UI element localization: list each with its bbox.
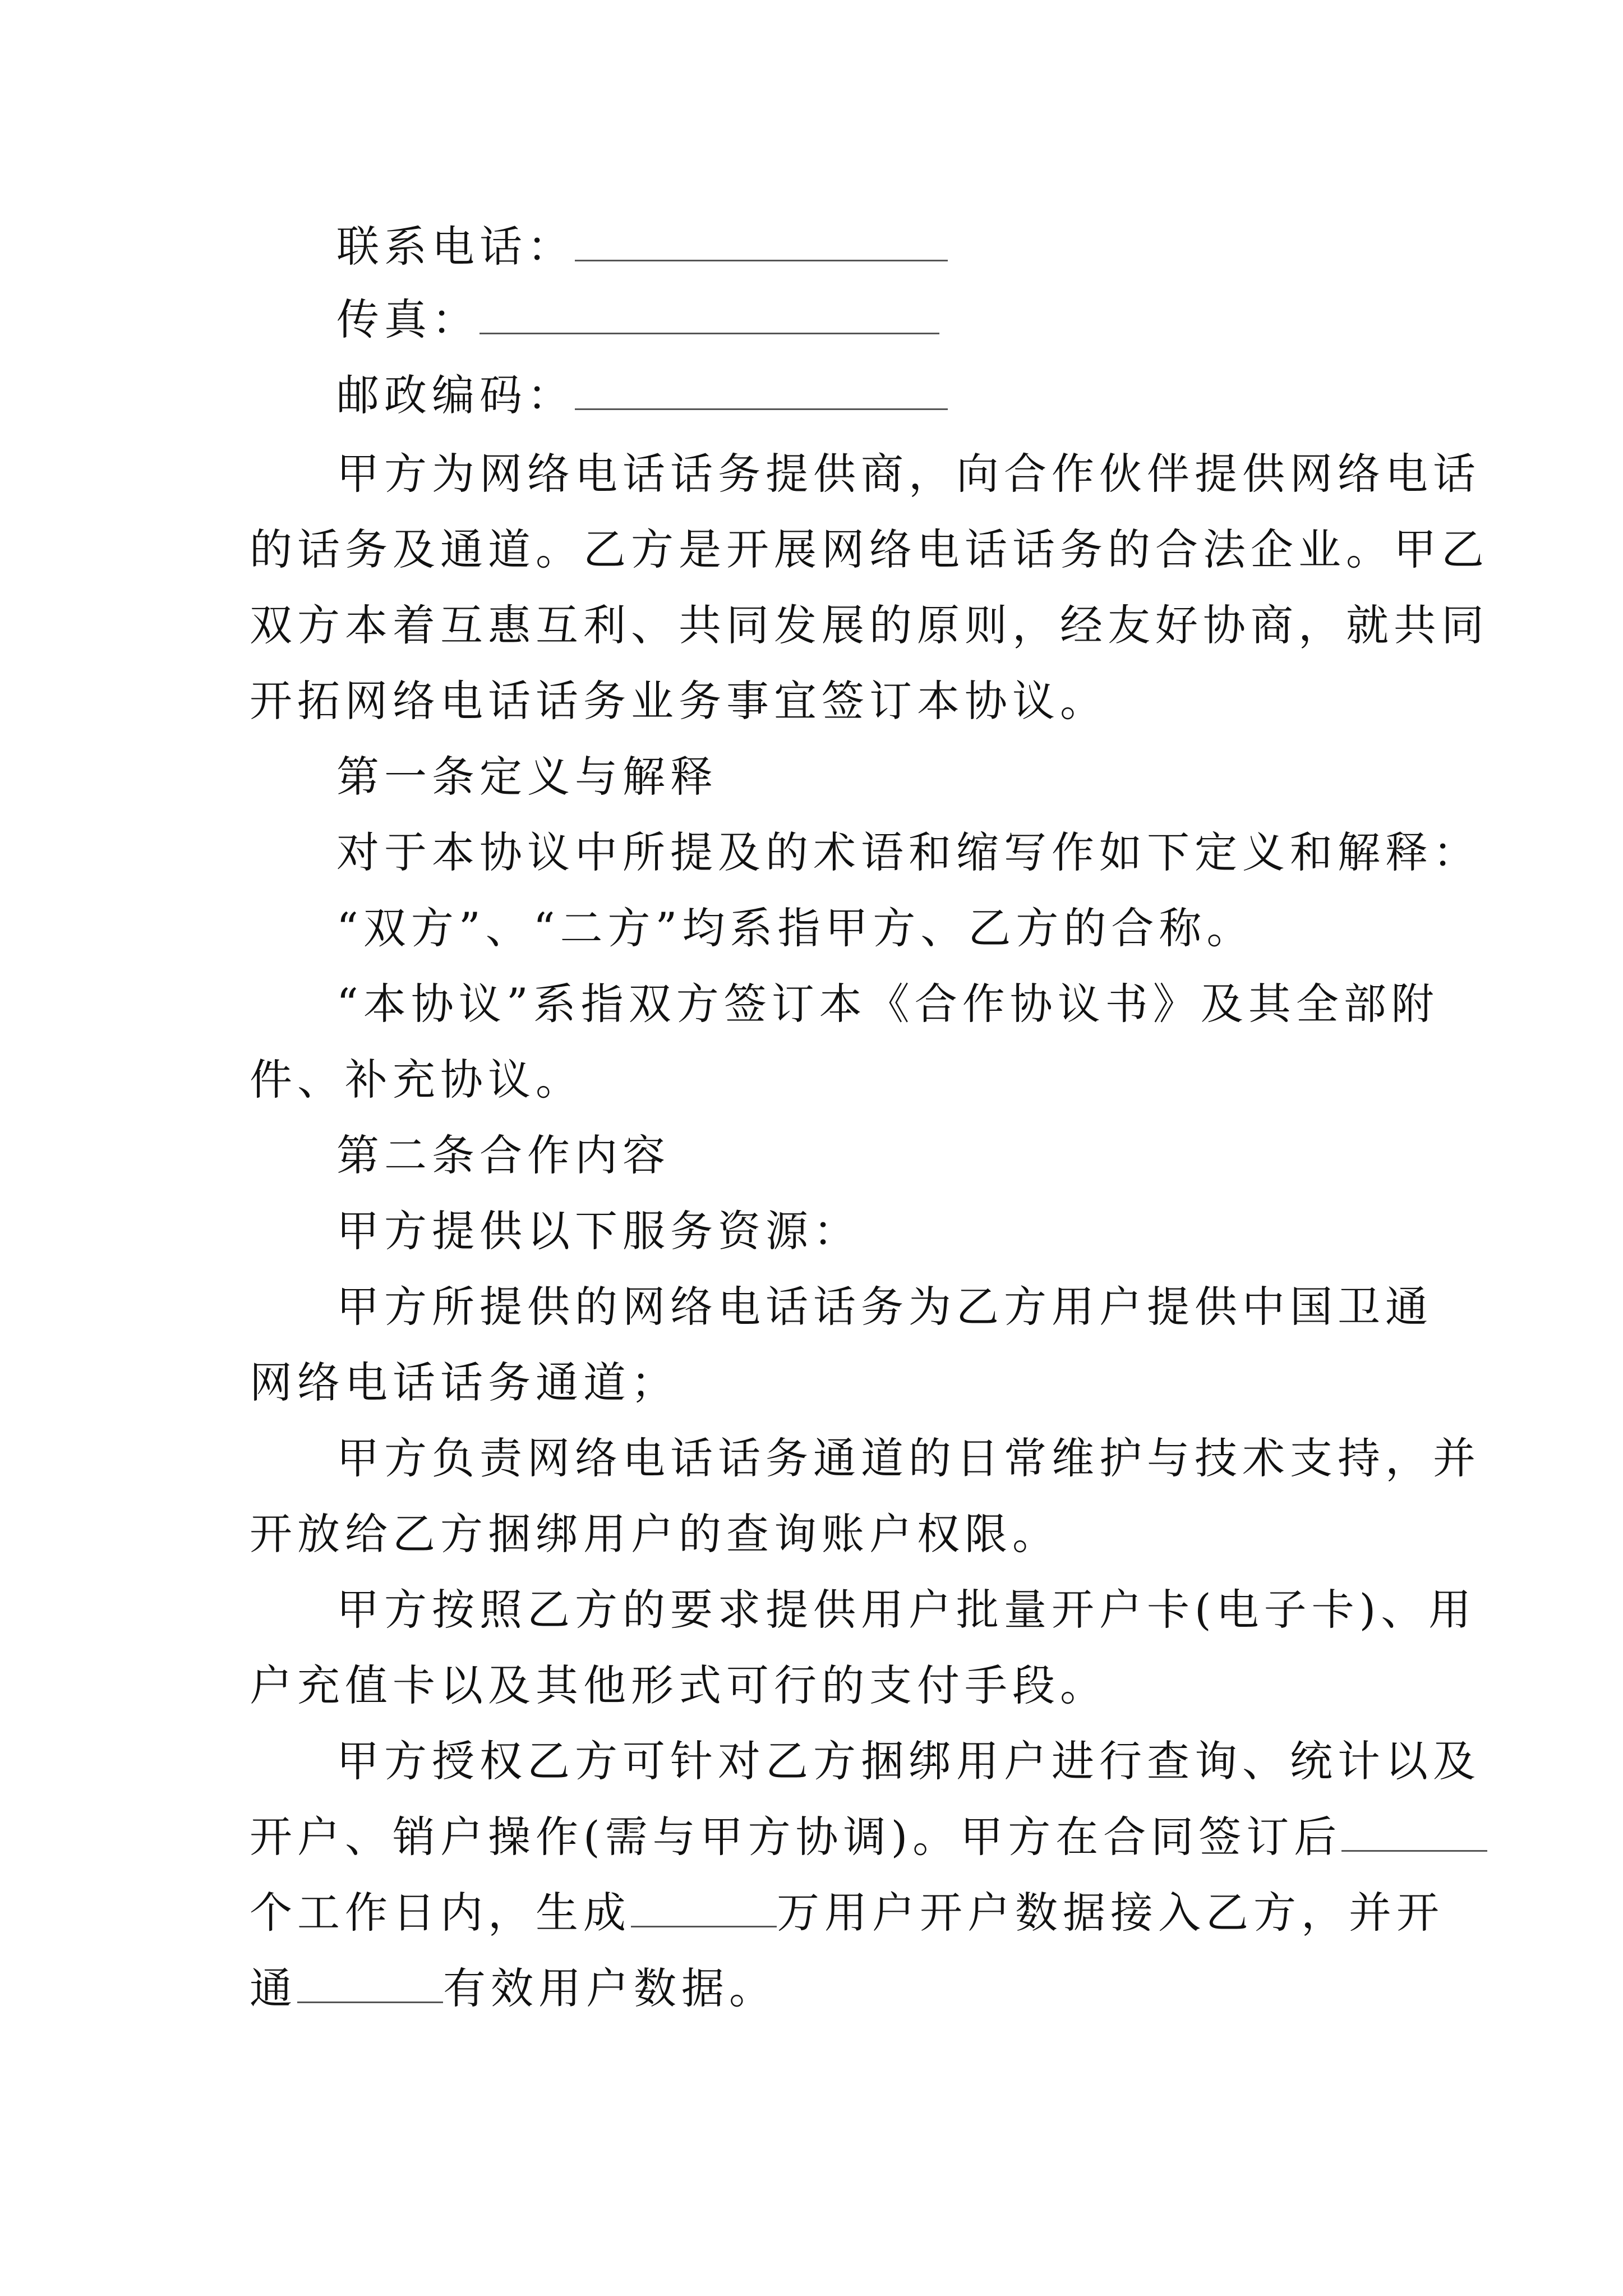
postcode-field-line <box>336 365 1469 426</box>
article1-paragraph-1: 对于本协议中所提及的术语和缩写作如下定义和解释： <box>336 827 1481 877</box>
working-days-blank <box>1341 1811 1487 1852</box>
phone-field-line <box>336 216 1469 278</box>
fax-blank <box>479 293 939 334</box>
article2-paragraph-2-line-1: 甲方所提供的网络电话话务为乙方用户提供中国卫通 <box>336 1282 1433 1332</box>
article1-heading: 第一条定义与解释 <box>336 752 718 802</box>
article2-paragraph-1: 甲方提供以下服务资源： <box>336 1206 861 1256</box>
fax-field-line <box>336 289 1469 351</box>
article1-paragraph-3-line-1: “本协议”系指双方签订本《合作协议书》及其全部附 <box>336 979 1439 1029</box>
user-count-blank <box>631 1887 777 1927</box>
article2-paragraph-5-line-3-text-a: 个工作日内，生成 <box>250 1888 631 1938</box>
article2-paragraph-4-line-2: 户充值卡以及其他形式可行的支付手段。 <box>250 1660 1108 1710</box>
article1-paragraph-3-line-2: 件、补充协议。 <box>250 1055 583 1105</box>
article2-paragraph-3-line-1: 甲方负责网络电话话务通道的日常维护与技术支持，并 <box>336 1433 1481 1483</box>
postcode-blank <box>575 369 948 410</box>
article2-paragraph-5-line-2 <box>250 1806 1382 1868</box>
article2-paragraph-4-line-1: 甲方按照乙方的要求提供用户批量开户卡(电子卡)、用 <box>336 1585 1477 1635</box>
phone-label: 联系电话： <box>336 222 575 272</box>
article1-paragraph-2: “双方”、“二方”均系指甲方、乙方的合称。 <box>336 903 1255 953</box>
active-users-blank <box>297 1962 443 2003</box>
intro-line-2: 的话务及通道。乙方是开展网络电话话务的合法企业。甲乙 <box>250 524 1489 574</box>
fax-label: 传真： <box>336 295 479 344</box>
article2-paragraph-5-line-4-text-b: 有效用户数据。 <box>443 1963 777 2013</box>
article2-paragraph-5-line-4-text-a: 通 <box>250 1963 297 2013</box>
article2-paragraph-3-line-2: 开放给乙方捆绑用户的查询账户权限。 <box>250 1509 1060 1559</box>
phone-blank <box>575 220 948 261</box>
intro-line-3: 双方本着互惠互利、共同发展的原则，经友好协商，就共同 <box>250 600 1489 650</box>
article2-paragraph-5-line-3-text-b: 万用户开户数据接入乙方，并开 <box>777 1888 1444 1938</box>
article2-paragraph-5-line-2-text: 开户、销户操作(需与甲方协调)。甲方在合同签订后 <box>250 1812 1342 1862</box>
article2-heading: 第二条合作内容 <box>336 1130 670 1180</box>
article2-paragraph-5-line-3 <box>250 1882 1444 1944</box>
intro-line-4: 开拓网络电话话务业务事宜签订本协议。 <box>250 676 1108 726</box>
article2-paragraph-5-line-4 <box>250 1958 1382 2019</box>
article2-paragraph-2-line-2: 网络电话话务通道； <box>250 1358 679 1407</box>
postcode-label: 邮政编码： <box>336 370 575 420</box>
article2-paragraph-5-line-1: 甲方授权乙方可针对乙方捆绑用户进行查询、统计以及 <box>336 1736 1481 1786</box>
intro-line-1: 甲方为网络电话话务提供商，向合作伙伴提供网络电话 <box>336 449 1481 499</box>
